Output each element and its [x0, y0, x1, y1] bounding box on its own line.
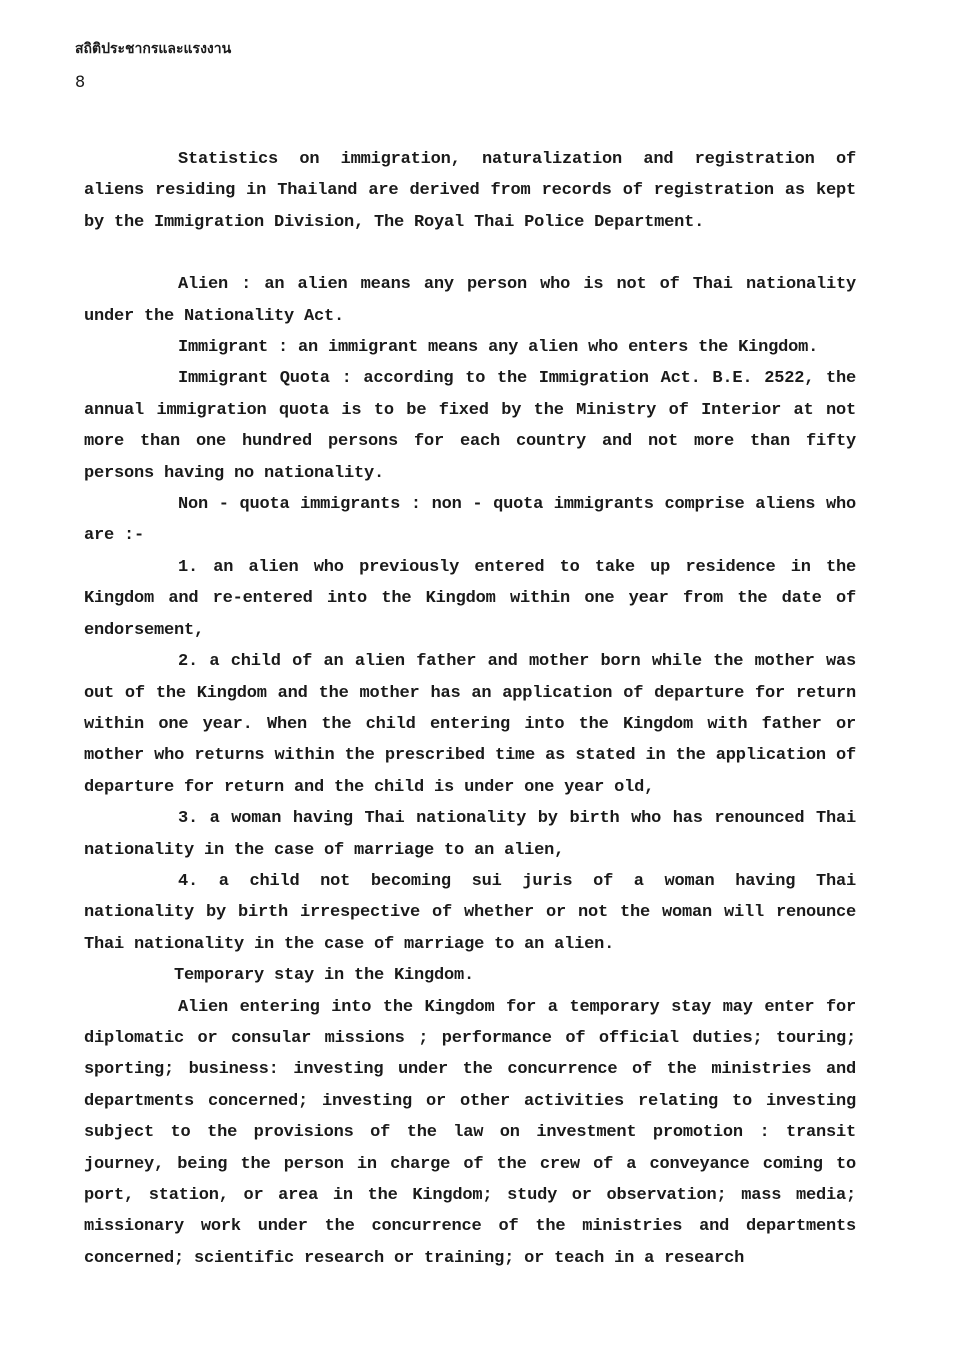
- body-text: [84, 144, 856, 1274]
- non-quota-item: 1. an alien who previously entered to take up residence in the Kingdom and re-entered into the Kingdom within one year from the date of endorsement,: [84, 557, 856, 640]
- definition-immigrant-quota: [84, 363, 856, 489]
- definition-immigrant: [84, 332, 856, 363]
- definition-non-quota: [84, 489, 856, 552]
- definition-text: non - quota immigrants comprise aliens who are :-: [84, 495, 856, 546]
- page-number: 8: [75, 72, 86, 91]
- definition-term: Alien :: [178, 275, 252, 295]
- definition-text: an immigrant means any alien who enters the Kingdom.: [288, 338, 819, 358]
- definition-alien: [84, 269, 856, 332]
- non-quota-item: 2. a child of an alien father and mother born while the mother was out of the Kingdom and the mother has an application of departure for return within one year. When the child entering into the Kingdom with father or mother who returns within the prescribed time as stated in the application of departure for return and the child is under one year old,: [84, 652, 856, 797]
- temporary-stay-paragraph: Alien entering into the Kingdom for a temporary stay may enter for diplomatic or consular missions ; performance of official duties; touring; sporting; business: investing under the concurrence of the ministries and departments concerned; investing or other activities relating to investing subject to the provisions of the law on investment promotion : transit journey, being the person in charge of the crew of a conveyance coming to port, station, or area in the Kingdom; study or observation; mass media; missionary work under the concurrence of the ministries and departments concerned; scientific research or training; or teach in a research: [84, 997, 856, 1268]
- section-heading: Temporary stay in the Kingdom.: [174, 966, 475, 986]
- definition-term: Immigrant :: [178, 338, 289, 358]
- non-quota-item: 4. a child not becoming sui juris of a woman having Thai nationality by birth irrespective of whether or not the woman will renounce Thai nationality in the case of marriage to an alien.: [84, 871, 856, 954]
- definition-term: Immigrant Quota :: [178, 369, 352, 389]
- definition-text: according to the Immigration Act. B.E. 2522, the annual immigration quota is to be fixed by the Ministry of Interior at not more than one hundred persons for each country and not more than fifty persons having no nationality.: [84, 369, 856, 483]
- running-header: สถิติประชากรและแรงงาน: [75, 41, 232, 57]
- intro-paragraph: Statistics on immigration, naturalization and registration of aliens residing in Thailand are derived from records of registration as kept by the Immigration Division, The Royal Thai Police Department.: [84, 150, 856, 232]
- non-quota-item: 3. a woman having Thai nationality by birth who has renounced Thai nationality in the case of marriage to an alien,: [84, 809, 856, 860]
- definition-term: Non - quota immigrants :: [178, 495, 421, 515]
- definition-text: an alien means any person who is not of Thai nationality under the Nationality Act.: [84, 275, 856, 326]
